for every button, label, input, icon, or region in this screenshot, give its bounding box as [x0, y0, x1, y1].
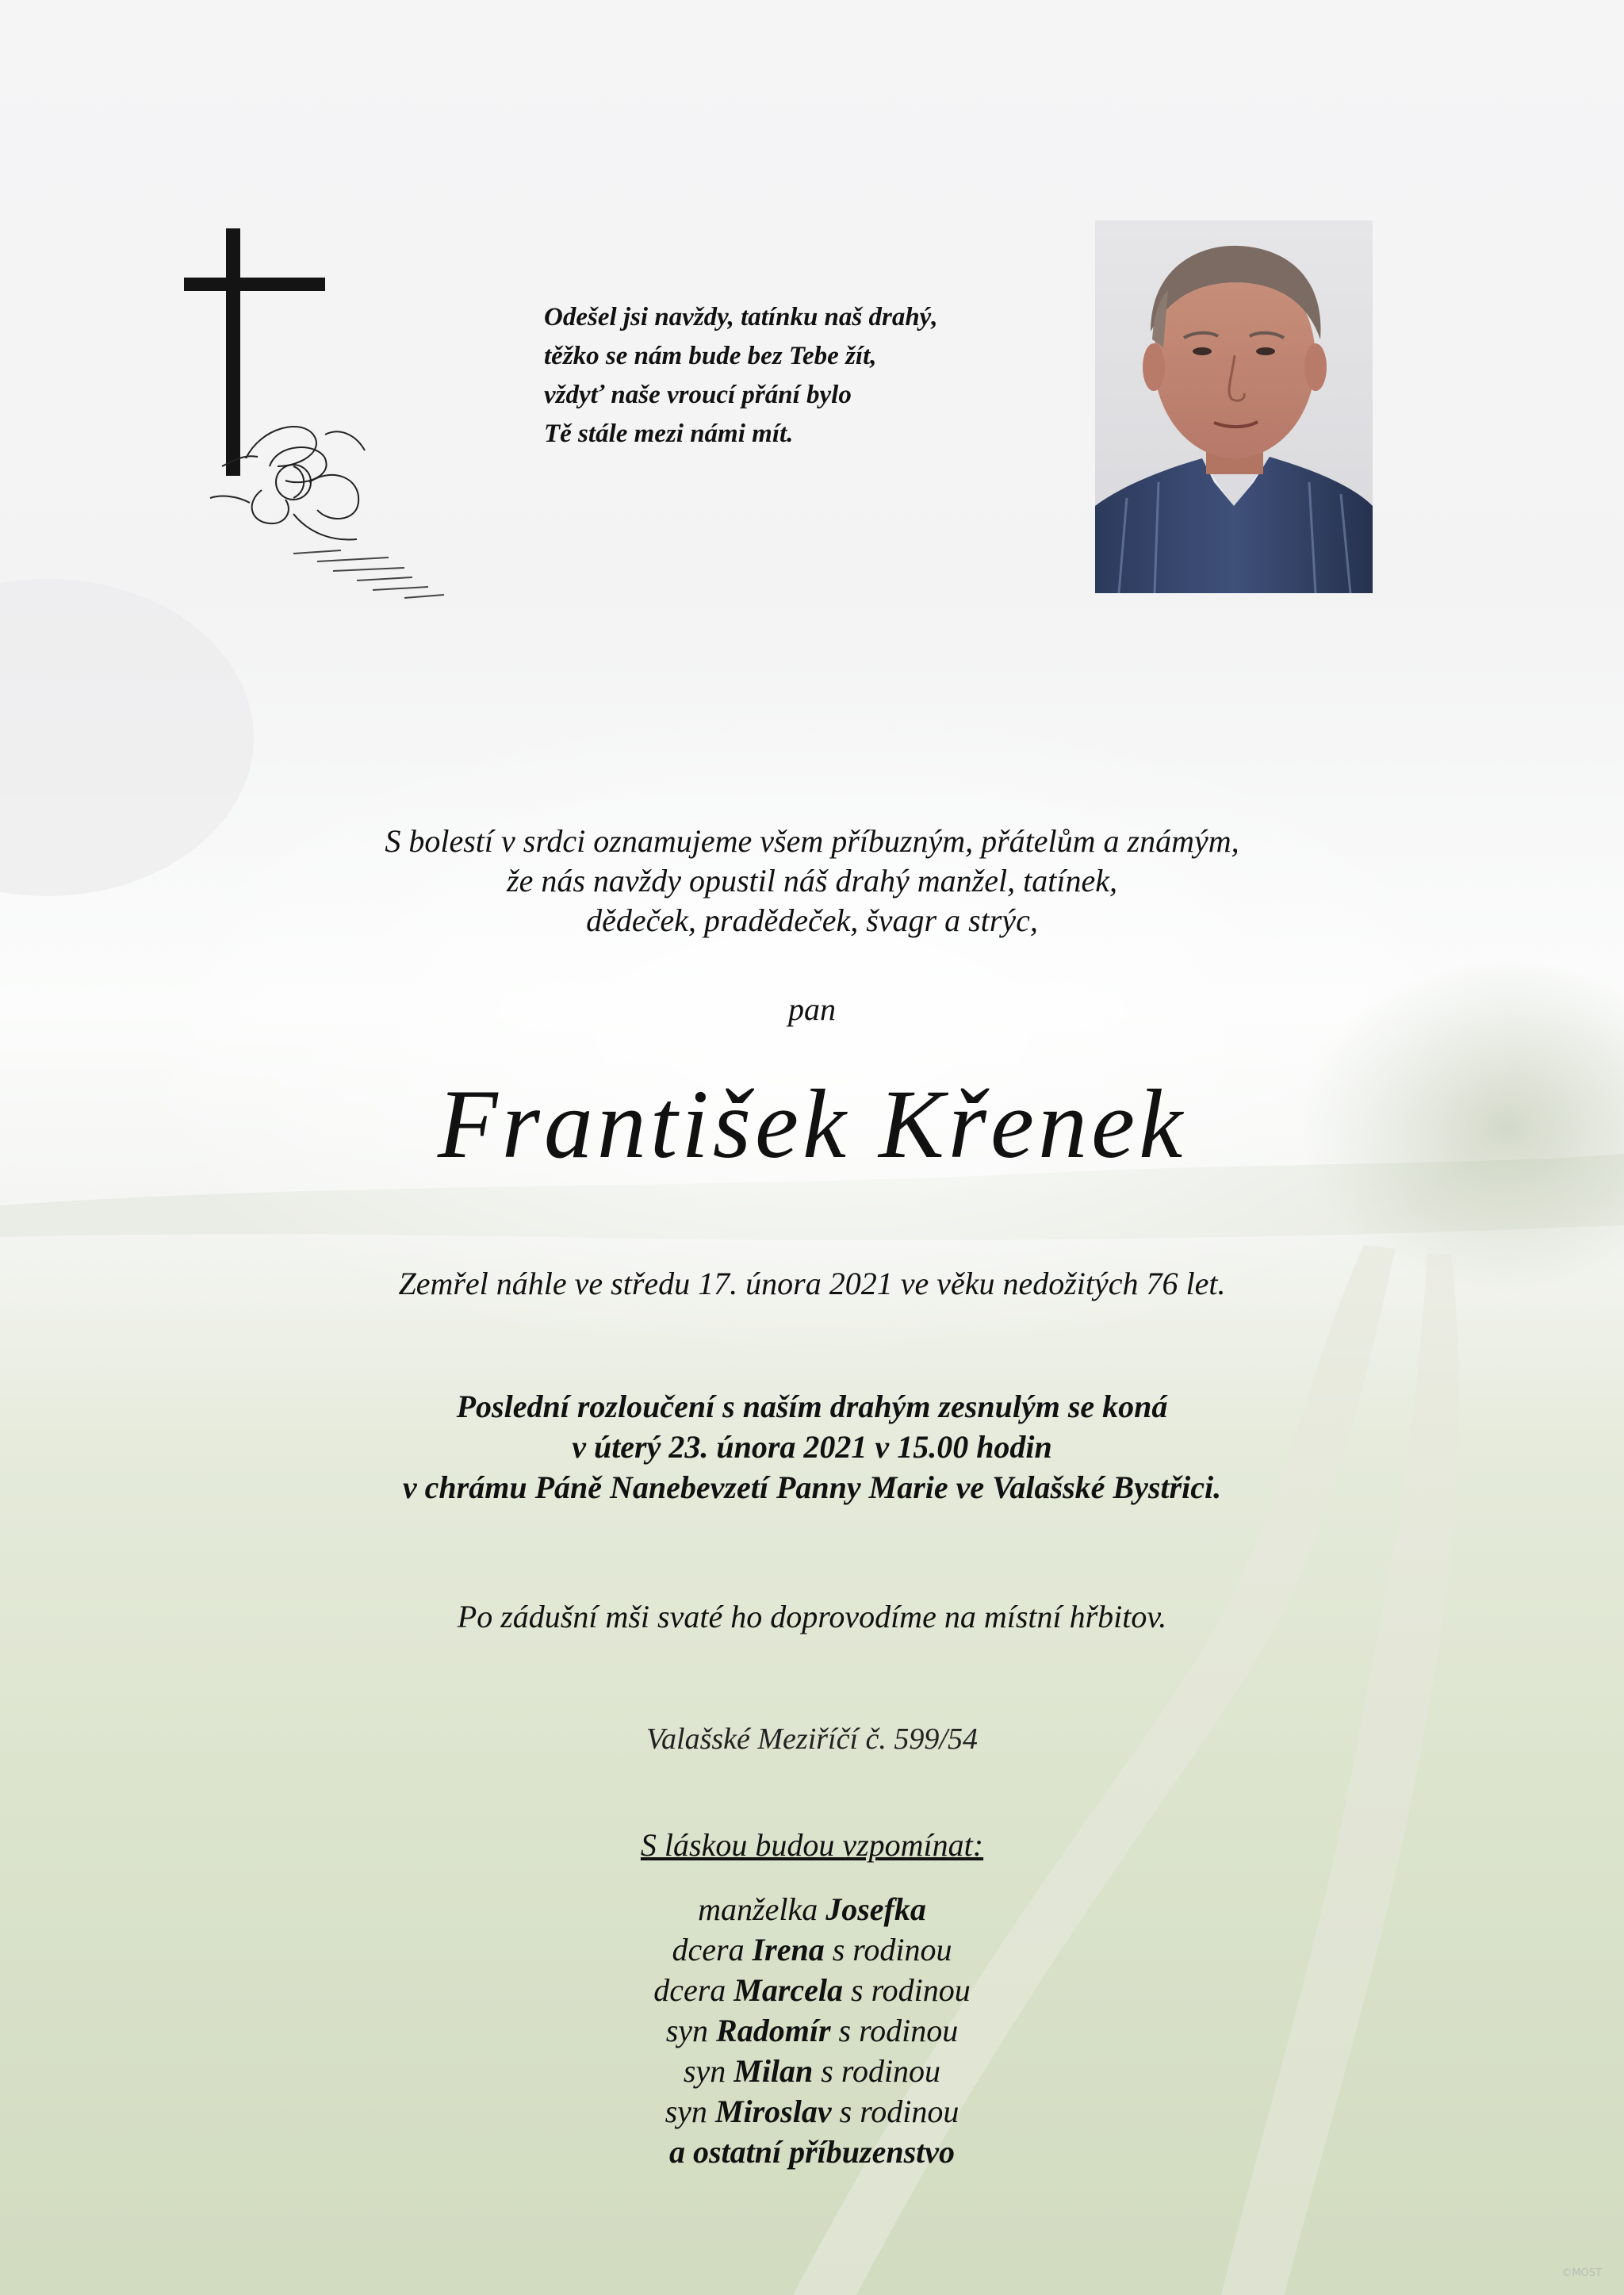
mourner-name: Irena: [752, 1932, 825, 1967]
mourner-name: Marcela: [733, 1972, 844, 2008]
poem-line: těžko se nám bude bez Tebe žít,: [544, 342, 877, 370]
mourners-closing: a ostatní příbuzenstvo: [668, 2134, 956, 2170]
poem-line: Tě stále mezi námi mít.: [544, 420, 794, 448]
mourners-heading: S láskou budou vzpomínat:: [640, 1827, 984, 1863]
deceased-name: František Křenek: [437, 1070, 1187, 1178]
announcement-line: že nás navždy opustil náš drahý manžel, tatínek,: [507, 863, 1117, 898]
mourner-relation: dcera: [672, 1932, 745, 1967]
announcement-line: S bolestí v srdci oznamujeme všem příbuzným, přátelům a známým,: [385, 823, 1239, 859]
cross-with-flowers-icon: [174, 228, 476, 601]
mourner-suffix: s rodinou: [832, 1932, 952, 1967]
burial-note: Po zádušní mši svaté ho doprovodíme na místní hřbitov.: [457, 1599, 1167, 1634]
mourners-list: [0, 1889, 1624, 2172]
address: Valašské Meziříčí č. 599/54: [646, 1722, 978, 1756]
mourner-suffix: s rodinou: [851, 1972, 971, 2008]
mourner-line: [0, 1929, 1624, 1970]
honorific: pan: [788, 991, 836, 1027]
mourner-line: [0, 2132, 1624, 2172]
mourner-name: Milan: [733, 2053, 814, 2089]
announcement: [0, 822, 1624, 941]
portrait-photo: [1095, 220, 1373, 593]
announcement-line: dědeček, pradědeček, švagr a strýc,: [586, 902, 1038, 938]
funeral-line: v úterý 23. února 2021 v 15.00 hodin: [572, 1429, 1052, 1465]
memorial-poem: [544, 298, 938, 454]
mourner-suffix: s rodinou: [838, 2013, 959, 2048]
mourner-line: [0, 2010, 1624, 2051]
mourner-name: Josefka: [825, 1891, 926, 1927]
mourner-relation: syn: [683, 2053, 726, 2089]
mourner-suffix: s rodinou: [839, 2094, 959, 2129]
funeral-details: [0, 1386, 1624, 1508]
poem-line: vždyť naše vroucí přání bylo: [544, 381, 852, 409]
mourner-relation: manželka: [698, 1891, 818, 1927]
mourner-name: Miroslav: [714, 2094, 832, 2129]
mourner-line: [0, 1970, 1624, 2010]
poem-line: Odešel jsi navždy, tatínku naš drahý,: [544, 303, 938, 331]
death-notice: Zemřel náhle ve středu 17. února 2021 ve věku nedožitých 76 let.: [398, 1266, 1226, 1301]
mourner-relation: syn: [665, 2013, 709, 2048]
mourner-name: Radomír: [716, 2013, 831, 2048]
mourner-relation: dcera: [653, 1972, 726, 2008]
watermark: ©MOST: [1561, 2267, 1602, 2279]
mourner-line: [0, 2091, 1624, 2132]
mourner-line: [0, 1889, 1624, 1929]
funeral-line: Poslední rozloučení s naším drahým zesnulým se koná: [456, 1389, 1168, 1424]
funeral-line: v chrámu Páně Nanebevzetí Panny Marie ve Valašské Bystřici.: [402, 1469, 1222, 1505]
mourner-line: [0, 2051, 1624, 2091]
mourner-suffix: s rodinou: [821, 2053, 941, 2089]
mourner-relation: syn: [665, 2094, 707, 2129]
